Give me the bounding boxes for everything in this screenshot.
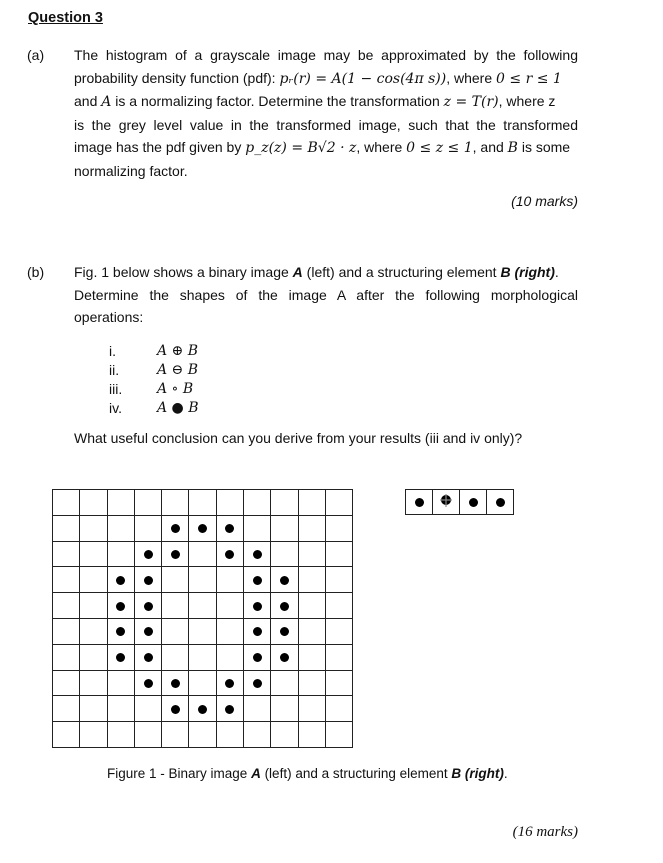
grid-cell xyxy=(271,593,298,619)
z-range: 0 ≤ z ≤ 1 xyxy=(406,140,473,156)
grid-cell xyxy=(80,696,107,722)
grid-cell xyxy=(244,567,271,593)
grid-cell xyxy=(189,644,216,670)
pixel-dot xyxy=(280,576,289,585)
grid-cell xyxy=(162,593,189,619)
operation-number: iv. xyxy=(109,400,122,416)
grid-cell xyxy=(162,670,189,696)
grid-cell xyxy=(325,644,352,670)
grid-cell xyxy=(162,541,189,567)
grid-cell xyxy=(80,670,107,696)
grid-cell xyxy=(298,567,325,593)
pdf-r-formula: pᵣ(r) = A(1 − cos(4π s)) xyxy=(279,70,447,87)
grid-cell xyxy=(134,515,161,541)
grid-cell xyxy=(53,696,80,722)
grid-cell xyxy=(162,696,189,722)
grid-cell xyxy=(53,490,80,516)
grid-cell xyxy=(80,644,107,670)
caption-post: . xyxy=(503,766,508,781)
se-row xyxy=(406,490,514,515)
grid-cell xyxy=(53,618,80,644)
grid-cell xyxy=(244,593,271,619)
grid-cell xyxy=(107,541,134,567)
grid-cell xyxy=(53,644,80,670)
symbol-B: B xyxy=(507,140,518,156)
part-a-line-4: is the grey level value in the transformed image, such that the transformed xyxy=(74,116,578,133)
grid-cell xyxy=(107,515,134,541)
grid-cell xyxy=(107,670,134,696)
pixel-dot xyxy=(171,550,180,559)
question-title: Question 3 xyxy=(28,10,103,26)
grid-cell xyxy=(298,593,325,619)
grid-cell xyxy=(162,644,189,670)
pixel-dot xyxy=(253,653,262,662)
pixel-dot xyxy=(225,679,234,688)
grid-cell xyxy=(271,541,298,567)
pixel-dot xyxy=(253,627,262,636)
image-A-ref: A xyxy=(292,264,303,280)
grid-cell xyxy=(53,722,80,748)
grid-cell xyxy=(80,618,107,644)
grid-cell xyxy=(107,490,134,516)
conclusion-question: What useful conclusion can you derive from your results (iii and iv only)? xyxy=(74,430,523,446)
pixel-dot xyxy=(415,498,424,507)
part-a-marks: (10 marks) xyxy=(511,193,578,209)
element-B-ref: B (right) xyxy=(500,264,555,280)
pixel-dot xyxy=(280,627,289,636)
grid-cell xyxy=(271,644,298,670)
pixel-dot xyxy=(253,550,262,559)
grid-cell xyxy=(298,644,325,670)
grid-cell xyxy=(271,490,298,516)
part-a-line-2 xyxy=(74,67,578,91)
grid-row xyxy=(53,722,353,748)
grid-cell xyxy=(107,722,134,748)
part-b-text xyxy=(74,261,578,329)
grid-cell xyxy=(216,618,243,644)
grid-cell xyxy=(53,567,80,593)
se-cell xyxy=(460,490,487,515)
grid-cell xyxy=(216,541,243,567)
pixel-dot xyxy=(144,602,153,611)
grid-cell xyxy=(271,670,298,696)
pixel-dot xyxy=(253,679,262,688)
grid-row xyxy=(53,644,353,670)
grid-cell xyxy=(189,593,216,619)
operation-opening: A ∘ B xyxy=(157,381,194,397)
part-b-marks: (16 marks) xyxy=(512,824,578,840)
grid-cell xyxy=(216,670,243,696)
grid-cell xyxy=(216,644,243,670)
part-a-line-1: The histogram of a grayscale image may be approximated by the following xyxy=(74,47,578,63)
grid-row xyxy=(53,541,353,567)
grid-cell xyxy=(107,618,134,644)
grid-cell xyxy=(134,722,161,748)
grid-cell xyxy=(325,515,352,541)
grid-cell xyxy=(107,593,134,619)
pixel-dot xyxy=(198,524,207,533)
part-a-line-2-where: , where xyxy=(446,69,497,86)
grid-cell xyxy=(298,541,325,567)
caption-B: B (right) xyxy=(451,766,504,781)
operation-erosion: A ⊖ B xyxy=(157,362,199,378)
pixel-dot xyxy=(171,524,180,533)
grid-row xyxy=(53,670,353,696)
pixel-dot xyxy=(144,653,153,662)
grid-cell xyxy=(216,593,243,619)
pixel-dot xyxy=(116,576,125,585)
grid-cell xyxy=(271,567,298,593)
part-a-line-5 xyxy=(74,136,578,160)
grid-cell xyxy=(325,593,352,619)
grid-cell xyxy=(134,696,161,722)
operation-number: ii. xyxy=(109,362,120,378)
pixel-dot xyxy=(144,550,153,559)
pixel-dot xyxy=(116,602,125,611)
part-b-label: (b) xyxy=(27,264,45,280)
grid-cell xyxy=(325,696,352,722)
se-cell xyxy=(406,490,433,515)
operation-number: i. xyxy=(109,343,116,359)
grid-cell xyxy=(244,515,271,541)
grid-cell xyxy=(244,541,271,567)
symbol-A: A xyxy=(101,94,112,110)
operation-closing: A ● B xyxy=(157,400,199,416)
part-a-label: (a) xyxy=(27,47,45,63)
pixel-dot xyxy=(116,627,125,636)
grid-cell xyxy=(162,618,189,644)
grid-cell xyxy=(53,670,80,696)
grid-cell xyxy=(189,541,216,567)
grid-row xyxy=(53,490,353,516)
operation-item xyxy=(109,380,199,399)
pixel-dot xyxy=(225,705,234,714)
part-a-line-3-post: , where z xyxy=(498,93,556,109)
part-a-line-5-and: , and xyxy=(472,139,508,155)
operations-list xyxy=(109,342,199,418)
part-a-line-3-and: and xyxy=(74,93,102,109)
grid-cell xyxy=(80,515,107,541)
part-b-line-1 xyxy=(74,261,578,284)
grid-cell xyxy=(244,618,271,644)
grid-cell xyxy=(325,541,352,567)
part-a-text xyxy=(74,44,578,182)
grid-cell xyxy=(107,644,134,670)
grid-cell xyxy=(134,567,161,593)
grid-cell xyxy=(80,541,107,567)
grid-cell xyxy=(216,567,243,593)
grid-cell xyxy=(298,722,325,748)
pixel-dot xyxy=(253,576,262,585)
grid-row xyxy=(53,593,353,619)
grid-cell xyxy=(325,722,352,748)
pixel-dot xyxy=(253,602,262,611)
grid-cell xyxy=(298,696,325,722)
grid-cell xyxy=(134,593,161,619)
grid-cell xyxy=(134,490,161,516)
part-a-line-5-post: is some xyxy=(517,139,571,155)
grid-cell xyxy=(271,618,298,644)
transform-formula: z = T(r) xyxy=(443,94,499,110)
grid-cell xyxy=(189,670,216,696)
grid-cell xyxy=(134,644,161,670)
operation-item xyxy=(109,342,199,361)
operation-item xyxy=(109,399,199,418)
grid-cell xyxy=(189,515,216,541)
grid-cell xyxy=(216,490,243,516)
pixel-dot xyxy=(469,498,478,507)
grid-cell xyxy=(244,722,271,748)
grid-cell xyxy=(325,670,352,696)
grid-cell xyxy=(162,515,189,541)
grid-cell xyxy=(80,490,107,516)
pixel-dot xyxy=(198,705,207,714)
grid-row xyxy=(53,696,353,722)
pixel-dot xyxy=(116,653,125,662)
grid-cell xyxy=(162,722,189,748)
grid-cell xyxy=(189,490,216,516)
part-a-line-3-text: is a normalizing factor. Determine the transformation xyxy=(111,93,444,109)
pixel-dot xyxy=(171,705,180,714)
grid-cell xyxy=(80,722,107,748)
operation-item xyxy=(109,361,199,380)
grid-cell xyxy=(162,490,189,516)
operation-number: iii. xyxy=(109,381,123,397)
grid-cell xyxy=(107,567,134,593)
grid-cell xyxy=(162,567,189,593)
grid-cell xyxy=(189,567,216,593)
grid-cell xyxy=(80,567,107,593)
binary-image-A-grid xyxy=(52,489,353,748)
pixel-dot xyxy=(171,679,180,688)
pixel-dot xyxy=(144,679,153,688)
grid-cell xyxy=(53,593,80,619)
grid-cell xyxy=(216,722,243,748)
grid-cell xyxy=(134,541,161,567)
grid-cell xyxy=(216,696,243,722)
part-b-line-1-mid: (left) and a structuring element xyxy=(302,264,501,280)
part-b-line-1-post: . xyxy=(554,264,559,280)
grid-cell xyxy=(325,490,352,516)
grid-cell xyxy=(244,670,271,696)
grid-cell xyxy=(134,618,161,644)
grid-cell xyxy=(216,515,243,541)
grid-cell xyxy=(271,722,298,748)
part-b-line-3: operations: xyxy=(74,309,144,325)
caption-text: Figure 1 - Binary image xyxy=(107,766,252,781)
r-range: 0 ≤ r ≤ 1 xyxy=(496,70,562,87)
grid-cell xyxy=(189,722,216,748)
grid-cell xyxy=(244,696,271,722)
grid-cell xyxy=(271,696,298,722)
grid-cell xyxy=(244,644,271,670)
grid-cell xyxy=(189,696,216,722)
grid-cell xyxy=(134,670,161,696)
part-b-line-1-text: Fig. 1 below shows a binary image xyxy=(74,264,293,280)
se-cell xyxy=(487,490,514,515)
part-a-line-2-text: probability density function (pdf): xyxy=(74,69,280,86)
se-cell xyxy=(433,490,460,515)
pixel-dot xyxy=(225,524,234,533)
pixel-dot xyxy=(144,576,153,585)
part-a-line-5-text: image has the pdf given by xyxy=(74,139,246,155)
pixel-dot xyxy=(280,602,289,611)
part-a-line-5-where: , where xyxy=(356,139,407,155)
pixel-dot xyxy=(144,627,153,636)
grid-cell xyxy=(325,567,352,593)
grid-cell xyxy=(298,515,325,541)
figure-caption xyxy=(107,766,508,781)
grid-cell xyxy=(298,490,325,516)
grid-row xyxy=(53,515,353,541)
grid-cell xyxy=(107,696,134,722)
grid-row xyxy=(53,567,353,593)
grid-cell xyxy=(244,490,271,516)
operation-dilation: A ⊕ B xyxy=(157,343,199,359)
grid-cell xyxy=(271,515,298,541)
grid-cell xyxy=(298,618,325,644)
grid-row xyxy=(53,618,353,644)
part-a-line-6: normalizing factor. xyxy=(74,162,188,179)
pixel-dot xyxy=(280,653,289,662)
pixel-dot xyxy=(496,498,505,507)
caption-mid: (left) and a structuring element xyxy=(260,766,452,781)
grid-cell xyxy=(80,593,107,619)
part-a-line-3 xyxy=(74,90,578,114)
pixel-dot xyxy=(225,550,234,559)
origin-marker-icon xyxy=(439,494,453,508)
grid-cell xyxy=(53,541,80,567)
grid-cell xyxy=(53,515,80,541)
caption-A: A xyxy=(251,766,261,781)
grid-cell xyxy=(189,618,216,644)
structuring-element-B xyxy=(405,489,514,515)
grid-cell xyxy=(298,670,325,696)
part-b-line-2: Determine the shapes of the image A after the following morphological xyxy=(74,286,578,303)
pdf-z-formula: p_z(z) = B√2 · z xyxy=(245,140,357,156)
grid-cell xyxy=(325,618,352,644)
